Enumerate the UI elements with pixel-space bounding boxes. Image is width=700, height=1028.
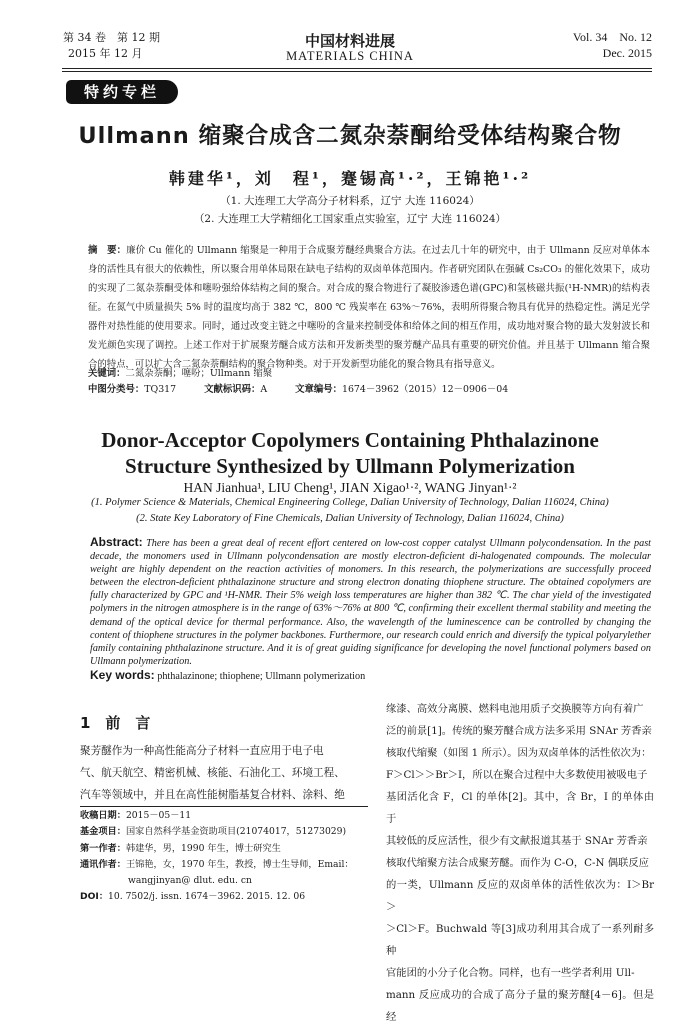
abstract-en [90, 536, 651, 668]
journal-name-cn: 中国材料进展 [304, 32, 395, 50]
article-number-label: 文章编号： [295, 384, 342, 395]
article-number-value: 1674－3962（2015）12－0906－04 [341, 384, 509, 395]
paper-title-en-line1: Donor-Acceptor Copolymers Containing Phthalazinone [101, 428, 599, 452]
text-line: 核取代缩聚（如图 1 所示）。因为双卤单体的活性依次为： [386, 747, 652, 759]
abstract-cn-label: 摘 要： [88, 245, 127, 256]
text-line: 官能团的小分子化合物。同样，也有一些学者利用 Ull- [386, 967, 635, 979]
left-column-body [80, 740, 365, 806]
affiliation-cn-1: （1. 大连理工大学高分子材料系，辽宁 大连 116024） [220, 195, 480, 207]
abstract-cn-text: 廉价 Cu 催化的 Ullmann 缩聚是一种用于合成聚芳醚经典聚合方法。在过去几十年的研究中，由于 Ullmann 反应对单体本身的活性具有很大的依赖性，所以聚合用单体局限在缺电子结构的双卤单体范围内。作者研究团队在强碱 Cs₂CO₃ 的催化效果下，成功的实现了二氮杂萘酮受体和噻吩强给体结构之间的聚合。对合成的聚合物进行了凝胶渗透色谱(GPC)和氢核磁共振(¹H-NMR)的结构表征。在氮气中质量损失 5% 时的温度均高于 382 ℃，800 ℃ 残炭率在 63%～76%，表明所得聚合物具有优异的热稳定性。满足光学器件对热性能的使用要求。同时，通过改变主链之中噻吩的含量来控制受体和给体之间的相互作用，成功地对聚合物的最大发射波长和发光颜色实现了调控。上述工作对于扩展聚芳醚合成方法和开发新类型的聚芳醚产品具有重要的研究价值。并且基于 Ullmann 缩合聚合的特点，可以扩大含二氮杂萘酮结构的聚合物种类。对于开发新型功能化的聚合物具有指导意义。 [88, 245, 650, 370]
footnote-corresponding-author: 通讯作者：王锦艳，女，1970 年生，教授，博士生导师，Email： [80, 858, 354, 870]
footnote-rule [80, 806, 368, 807]
text-line: 泛的前景[1]。传统的聚芳醚合成方法多采用 SNAr 芳香亲 [386, 725, 652, 737]
header-date-en: Dec. 2015 [602, 46, 652, 60]
abstract-en-label: Abstract: [90, 535, 143, 549]
doc-code-label: 文献标识码： [204, 384, 261, 395]
authors-en: HAN Jianhua¹, LIU Cheng¹, JIAN Xigao¹·², WANG Jinyan¹·² [183, 480, 517, 495]
keywords-cn-label: 关键词： [88, 368, 126, 379]
authors-cn: 韩建华¹，刘 程¹，蹇锡高¹·²，王锦艳¹·² [168, 169, 532, 188]
keywords-en-text: phthalazinone; thiophene; Ullmann polymerization [157, 671, 366, 682]
right-column-body [386, 698, 654, 1028]
text-line: 其较低的反应活性，很少有文献报道其基于 SNAr 芳香亲 [386, 835, 648, 847]
abstract-cn [88, 241, 650, 374]
column-badge: 特约专栏 [66, 80, 178, 104]
header-date-cn: 2015 年 12 月 [68, 47, 143, 60]
journal-name-en: MATERIALS CHINA [286, 49, 414, 63]
keywords-en-label: Key words: [90, 668, 155, 682]
text-line: F＞Cl＞＞Br＞I，所以在聚合过程中大多数使用被吸电子 [386, 769, 648, 781]
abstract-en-text: There has been a great deal of recent effort centered on low-cost copper catalyst Ullmann polycondensation. In the past decade, the monomers used in Ullmann polycondensation are mostly electron-deficient di-halogenated compounds. The molecular weight are highly dependent on the reaction activities of monomers. In this research, the polymerizations are successfully proceed between the electron-deficient phthalazinone structure and strong electron donating thiophene structure. The obtained copolymers are fully characterized by GPC and ¹H-NMR. Their 5% weigh loss temperatures are higher than 382 ℃. The char yield of the investigated polymers in the nitrogen atmosphere is in the range of 63%～76% at 800 ℃, confirming their excellent thermal stability and meeting the demand of the optical device for thermal performance. Also, the wavelength of the luminescence can be controlled by changing the content of thiophene structures in the polymer backbones. Furthermore, our research could enrich and diversify the typical polyarylether family containing phthalazinone structure. And it is of great guiding significance for developing the novel functional polymers based on Ullmann polymerization. [90, 538, 652, 667]
text-line: 核取代缩聚方法合成聚芳醚。而作为 C-O，C-N 偶联反应 [386, 857, 649, 869]
footnote-email: wangjinyan@ dlut. edu. cn [128, 875, 252, 887]
affiliation-en-2: (2. State Key Laboratory of Fine Chemicals, Dalian University of Technology, Dalian 116024, China) [136, 513, 564, 524]
keywords-cn-text: 二氮杂萘酮；噻吩；Ullmann 缩聚 [125, 368, 273, 379]
keywords-en [90, 669, 651, 683]
text-line: 气、航天航空、精密机械、核能、石油化工、环境工程、 [80, 767, 345, 779]
footnote-funding: 基金项目：国家自然科学基金资助项目(21074017，51273029) [80, 826, 347, 838]
footnote-doi: DOI：10. 7502/j. issn. 1674－3962. 2015. 12. 06 [80, 891, 306, 903]
footnotes [80, 808, 370, 906]
text-line: 聚芳醚作为一种高性能高分子材料一直应用于电子电 [80, 745, 324, 757]
text-line: mann 反应成功的合成了高分子量的聚芳醚[4－6]。但是经 [386, 989, 654, 1023]
paper-title-cn: Ullmann 缩聚合成含二氮杂萘酮给受体结构聚合物 [78, 123, 622, 149]
text-line: ＞Cl＞F。Buchwald 等[3]成功利用其合成了一系列耐多种 [386, 923, 654, 957]
header-rule-thin [62, 71, 652, 72]
section-heading-introduction: 1 前 言 [80, 714, 151, 732]
clc-label: 中图分类号： [88, 384, 145, 395]
classification-line [88, 380, 650, 399]
doc-code-value: A [260, 384, 268, 395]
header-volume-en: Vol. 34 No. 12 [572, 30, 652, 44]
footnote-first-author: 第一作者：韩建华，男，1990 年生，博士研究生 [80, 842, 281, 854]
header-rule [62, 68, 652, 69]
header-volume-cn: 第 34 卷 第 12 期 [63, 31, 160, 44]
footnote-received: 收稿日期：2015－05－11 [80, 810, 192, 821]
affiliation-cn-2: （2. 大连理工大学精细化工国家重点实验室，辽宁 大连 116024） [193, 213, 507, 225]
clc-value: TQ317 [144, 384, 177, 395]
text-line: 缘漆、高效分离膜、燃料电池用质子交换膜等方向有着广 [386, 703, 644, 715]
text-line: 基团活化含 F，Cl 的单体[2]。其中，含 Br，I 的单体由于 [386, 791, 654, 825]
paper-title-en-line2: Structure Synthesized by Ullmann Polymerization [125, 454, 575, 478]
text-line: 的一类，Ullmann 反应的双卤单体的活性依次为：I＞Br＞ [386, 879, 654, 913]
text-line: 汽车等领域中，并且在高性能树脂基复合材料、涂料、绝 [80, 789, 345, 801]
affiliation-en-1: (1. Polymer Science & Materials, Chemical Engineering College, Dalian University of Technology, Dalian 116024, China) [91, 497, 609, 508]
